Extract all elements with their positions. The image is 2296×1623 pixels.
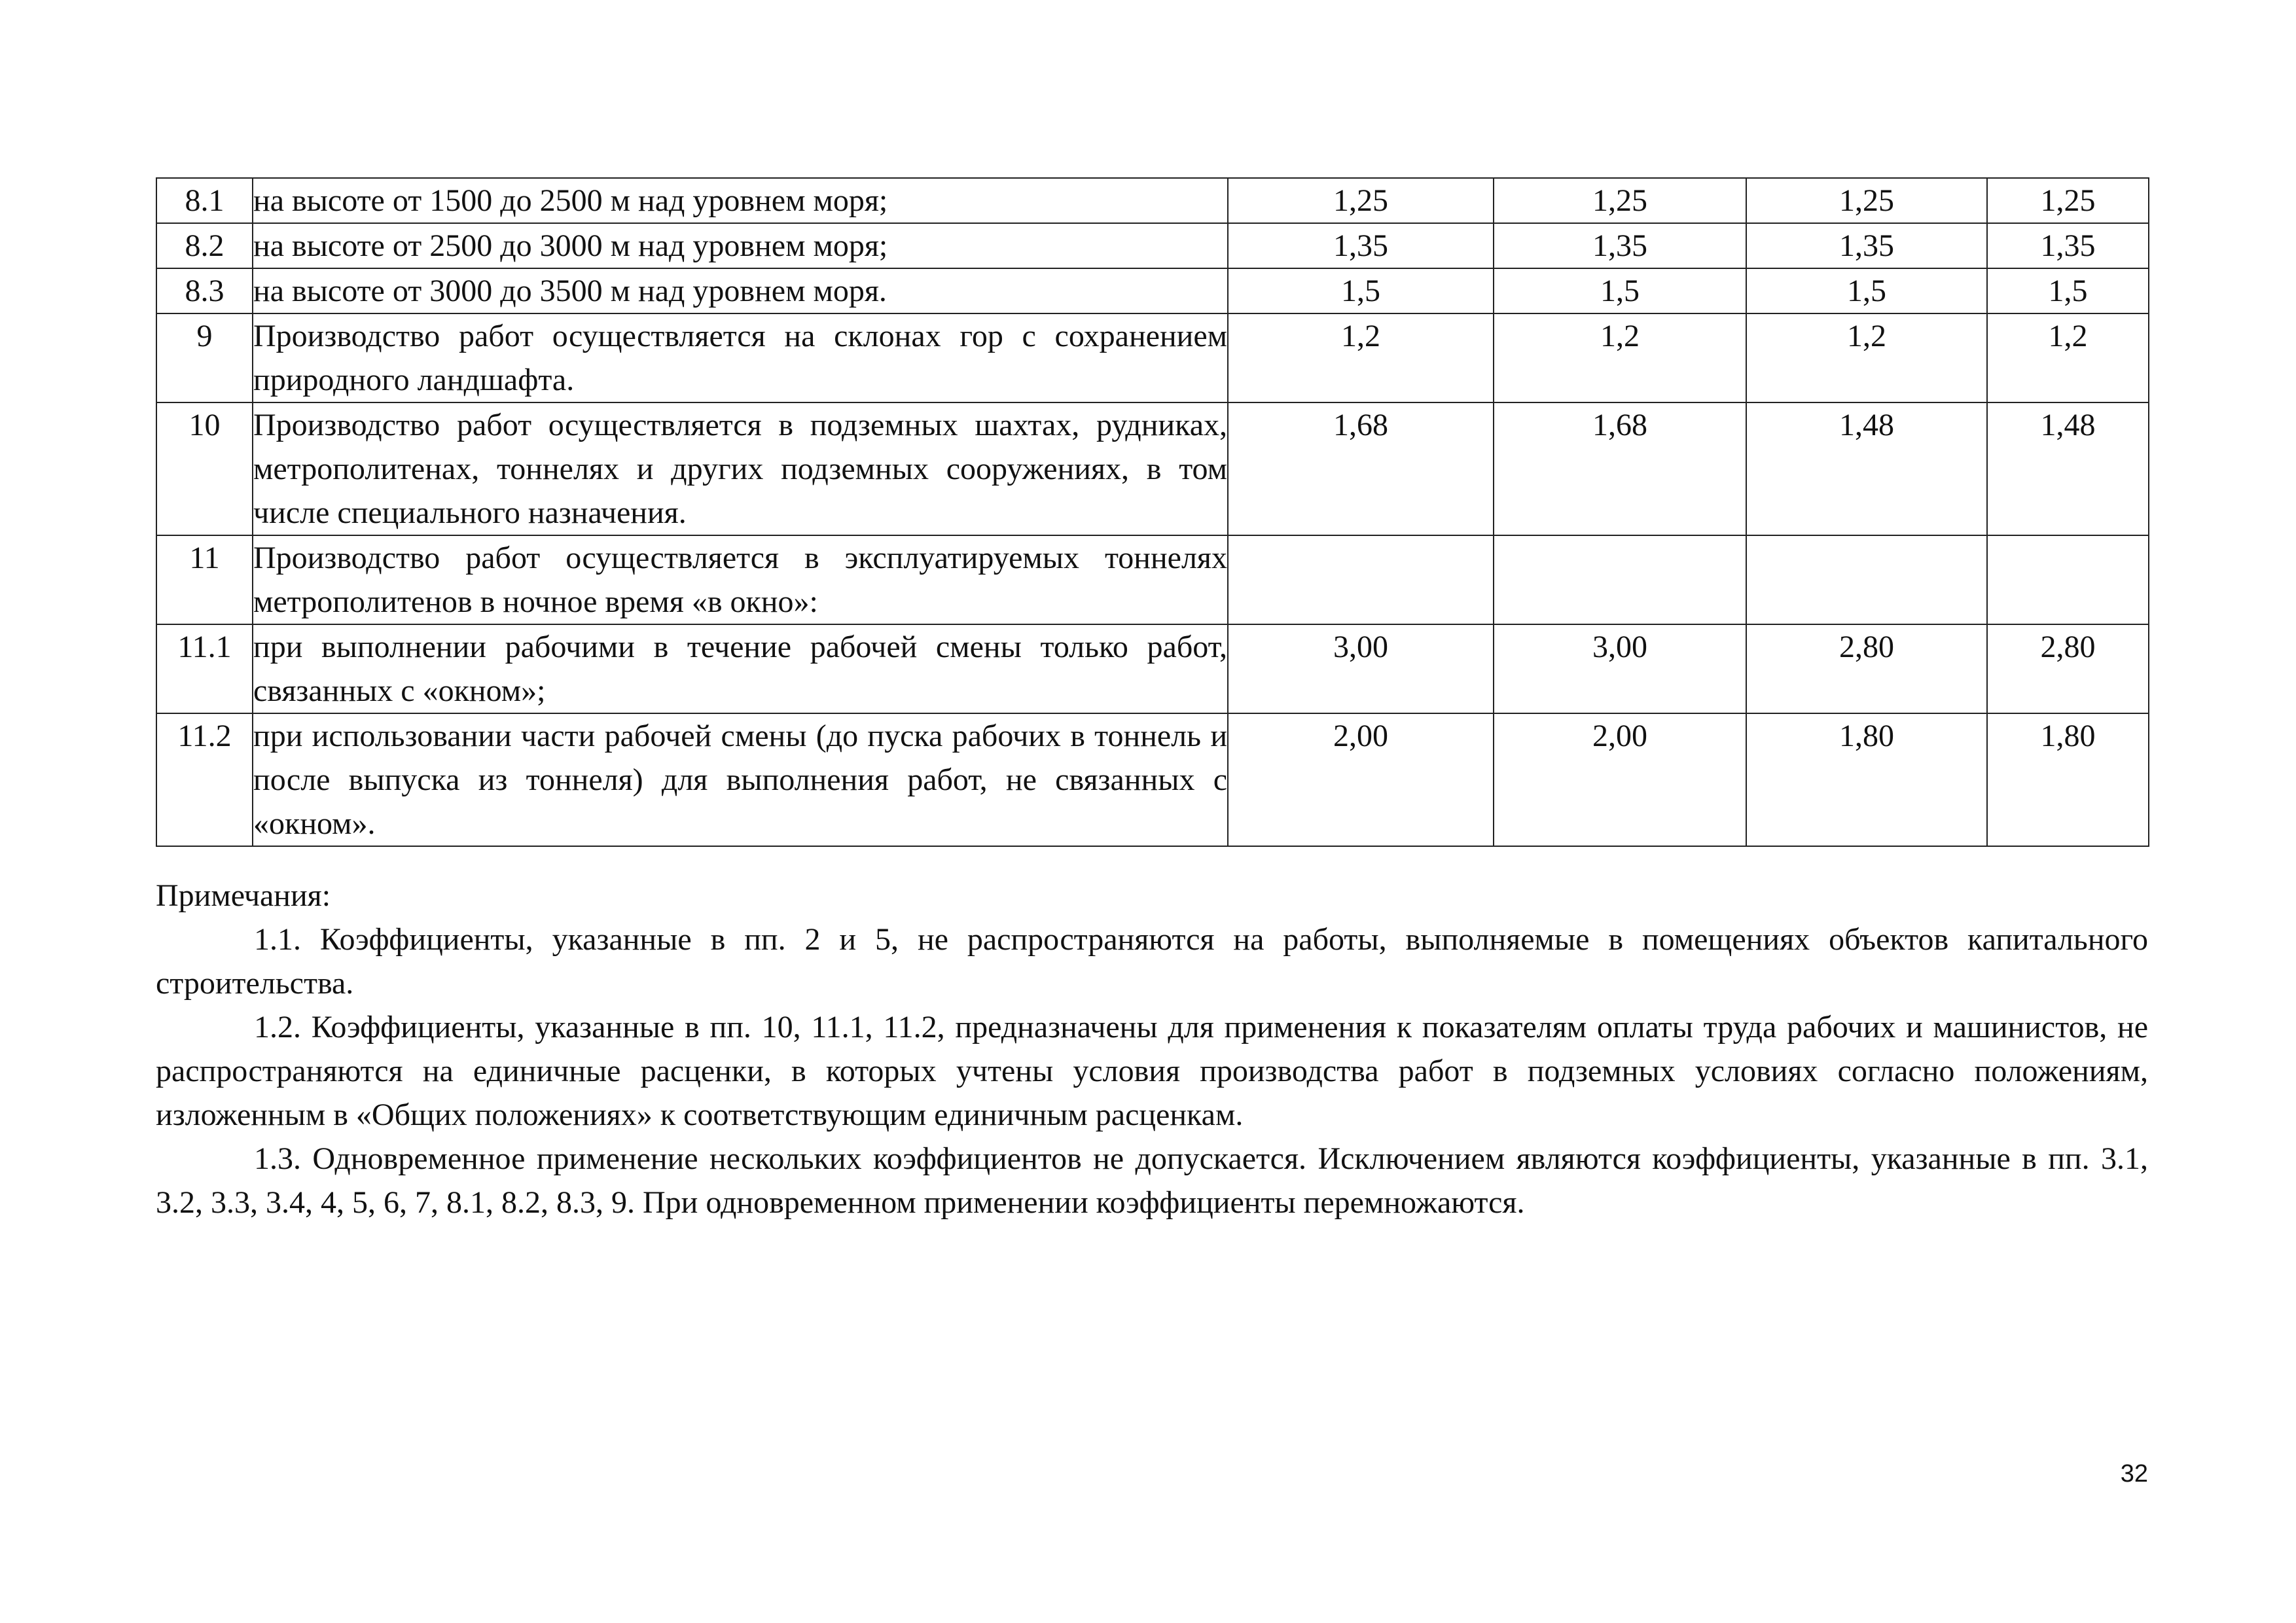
value-cell: 3,00 — [1494, 624, 1746, 713]
value-cell: 2,00 — [1494, 713, 1746, 846]
table-row — [156, 178, 2149, 223]
row-description: при использовании части рабочей смены (до пуска рабочих в тоннель и после выпуска из тоннеля) для выполнения работ, не связанных с «окном». — [253, 713, 1228, 846]
row-number: 9 — [156, 313, 253, 402]
row-number: 10 — [156, 402, 253, 535]
row-description: Производство работ осуществляется в эксплуатируемых тоннелях метрополитенов в ночное время «в окно»: — [253, 535, 1228, 624]
note-paragraph: 1.1. Коэффициенты, указанные в пп. 2 и 5, не распространяются на работы, выполняемые в помещениях объектов капитального строительства. — [156, 922, 2148, 1001]
value-cell: 1,2 — [1494, 313, 1746, 402]
row-number: 11.1 — [156, 624, 253, 713]
value-cell: 1,48 — [1987, 402, 2149, 535]
page-number: 32 — [2120, 1460, 2148, 1488]
value-cell: 1,25 — [1746, 178, 1987, 223]
row-number: 8.2 — [156, 223, 253, 268]
value-cell: 1,5 — [1746, 268, 1987, 313]
table-row — [156, 624, 2149, 713]
value-cell: 1,35 — [1746, 223, 1987, 268]
note-paragraph: 1.3. Одновременное применение нескольких коэффициентов не допускается. Исключением являются коэффициенты, указанные в пп. 3.1, 3.2, 3.3, 3.4, 4, 5, 6, 7, 8.1, 8.2, 8.3, 9. При одновременном применении коэффициенты перемножаются. — [156, 1141, 2148, 1220]
value-cell: 1,35 — [1987, 223, 2149, 268]
value-cell — [1987, 535, 2149, 624]
notes-section — [156, 874, 2148, 1224]
value-cell: 2,00 — [1228, 713, 1494, 846]
value-cell: 1,68 — [1494, 402, 1746, 535]
value-cell: 1,5 — [1494, 268, 1746, 313]
value-cell: 2,80 — [1746, 624, 1987, 713]
row-number: 8.1 — [156, 178, 253, 223]
row-description: Производство работ осуществляется в подземных шахтах, рудниках, метрополитенах, тоннелях и других подземных сооружениях, в том числе специального назначения. — [253, 402, 1228, 535]
value-cell: 1,2 — [1228, 313, 1494, 402]
row-number: 11.2 — [156, 713, 253, 846]
row-number: 11 — [156, 535, 253, 624]
value-cell: 1,2 — [1987, 313, 2149, 402]
row-number: 8.3 — [156, 268, 253, 313]
table-row — [156, 268, 2149, 313]
table-row — [156, 713, 2149, 846]
note-paragraph: 1.2. Коэффициенты, указанные в пп. 10, 11.1, 11.2, предназначены для применения к показателям оплаты труда рабочих и машинистов, не распространяются на единичные расценки, в которых учтены условия производства работ в подземных условиях согласно положениям, изложенным в «Общих положениях» к соответствующим единичным расценкам. — [156, 1010, 2148, 1132]
notes-heading: Примечания: — [156, 878, 331, 913]
coefficients-table — [156, 177, 2149, 847]
row-description: Производство работ осуществляется на склонах гор с сохранением природного ландшафта. — [253, 313, 1228, 402]
row-description: на высоте от 2500 до 3000 м над уровнем моря; — [253, 223, 1228, 268]
value-cell: 1,80 — [1987, 713, 2149, 846]
value-cell — [1746, 535, 1987, 624]
value-cell: 3,00 — [1228, 624, 1494, 713]
row-description: на высоте от 3000 до 3500 м над уровнем моря. — [253, 268, 1228, 313]
row-description: при выполнении рабочими в течение рабочей смены только работ, связанных с «окном»; — [253, 624, 1228, 713]
value-cell — [1494, 535, 1746, 624]
value-cell: 2,80 — [1987, 624, 2149, 713]
value-cell: 1,25 — [1987, 178, 2149, 223]
table-row — [156, 535, 2149, 624]
value-cell: 1,68 — [1228, 402, 1494, 535]
value-cell: 1,25 — [1228, 178, 1494, 223]
value-cell: 1,80 — [1746, 713, 1987, 846]
value-cell: 1,35 — [1494, 223, 1746, 268]
row-description: на высоте от 1500 до 2500 м над уровнем моря; — [253, 178, 1228, 223]
value-cell: 1,25 — [1494, 178, 1746, 223]
value-cell: 1,5 — [1987, 268, 2149, 313]
table-row — [156, 313, 2149, 402]
value-cell: 1,2 — [1746, 313, 1987, 402]
value-cell: 1,5 — [1228, 268, 1494, 313]
table-row — [156, 402, 2149, 535]
value-cell: 1,35 — [1228, 223, 1494, 268]
value-cell — [1228, 535, 1494, 624]
value-cell: 1,48 — [1746, 402, 1987, 535]
table-row — [156, 223, 2149, 268]
